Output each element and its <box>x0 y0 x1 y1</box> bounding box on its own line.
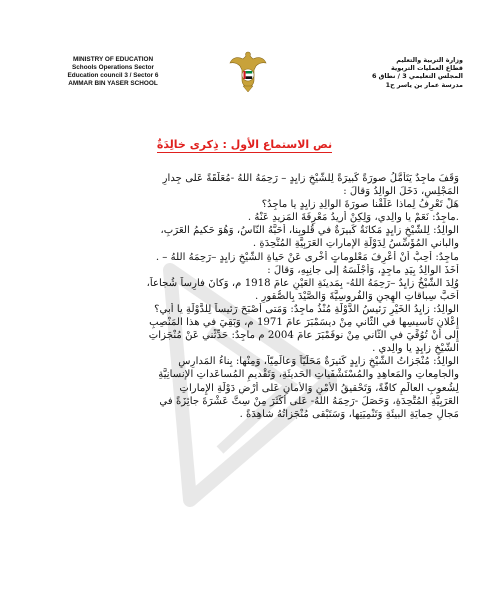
text-line: الوالِدُ: مُنْجَزاتُ الشَّيْخِ زايِدٍ كَثيرَةٌ مَحَلِّيّاً وَعالَمِيّاً، وَمِنْها: بِناءُ المَدارِسِ <box>178 356 459 368</box>
text-line: .ماجِدٌ: نَعَمْ يا والِدي، وَلِكِنْ أُريدُ مَعْرِفَةَ المَزيدِ عَنْهُ . <box>247 212 459 224</box>
text-line: وَقَفَ ماجِدٌ يَتَأَمَّلُ صورَةً كَبيرَةً لِلشَّيْخِ زايِدٍ – رَحِمَهُ اللهُ -مُعَلَّقَةً عَلى جِدارِ <box>162 173 459 184</box>
uae-emblem-icon <box>229 50 267 94</box>
text-line: وُلِدَ الشَّيْخُ زايِدٌ –رَحِمَهُ اللهُ- بِمَدينَةِ العَيْنِ عامَ 1918 م، وَكانَ فارِساً شُجاعاً، <box>146 277 459 289</box>
header-english <box>38 56 188 88</box>
text-line: مَجالِ حِمايَةِ البيئَةِ وَتَنْمِيَتِها، وَسَتَبْقى مُنْجَزاتُهُ شاهِدَةً . <box>239 408 459 420</box>
listening-text <box>40 172 459 421</box>
text-line: والباني المُؤَسِّسُ لِدَوْلَةِ الإماراتِ العَرَبِيَّةِ المُتَّحِدَةِ . <box>252 238 459 250</box>
text-line: والجامِعاتِ والمَعاهِدِ والمُسْتَشْفَياتِ الحَديثَةِ، وَتَقْديمِ المُساعَداتِ الإنسانِيَّةِ <box>158 369 459 381</box>
school-line-ar: مدرسة عمار بن ياسر ح1 <box>385 80 463 89</box>
council-line: Education council 3 / Sector 6 <box>67 72 159 79</box>
council-line-ar: المجلس التعليمي 3 / نطاق 6 <box>371 72 463 81</box>
header-arabic <box>313 56 463 89</box>
text-line: هَلْ تَعْرِفُ لِماذا عَلَّقْنا صورَةَ الوالِدِ زايِدٍ يا ماجِدُ؟ <box>261 199 459 211</box>
text-line: العَرَبِيَّةِ المُتَّحِدَةِ، وَحَصَلَ -رَحِمَهُ اللهُ- عَلى أَكْثَرَ مِنْ سِتَّ عَشْرَةَ جائِزَةً في <box>159 395 459 407</box>
text-line: أَخَذَ الوالِدُ بِيَدِ ماجِدٍ، وَأَجْلَسَهُ إلى جانِبِهِ، وَقالَ : <box>267 264 459 276</box>
sector-line: Schools Operations Sector <box>71 64 155 71</box>
text-line: إِعْلانِ تَأْسيسِها في الثّاني مِنْ ديسَمْبَرَ عامَ 1971 م، وَبَقِيَ في هذا المَنْصِبِ <box>149 317 459 329</box>
ministry-line: MINISTRY OF EDUCATION <box>72 56 154 63</box>
text-line: الشَّيْخِ زايِدٍ يا والِدي . <box>372 343 459 355</box>
text-line: إِلى أَنْ تُوُفِّيَ في الثّاني مِنْ نوفَمْبَرَ عامَ 2004 م ماجِدٌ: حَدِّثْني عَنْ مُنْجَزاتِ <box>148 330 459 342</box>
school-line: AMMAR BIN YASER SCHOOL <box>68 80 158 87</box>
text-line: الوالِدُ: زايِدُ الخَيْرِ رَئيسُ الدَّوْلَةِ مُنْذُ ماجِدٌ: وَمَتى أَصْبَحَ رَئيساً لِلدَّوْلَةِ يا أَبي؟ <box>154 303 459 315</box>
text-line: المَجْلِسِ، دَخَلَ الوالِدُ وَقالَ : <box>343 186 459 198</box>
text-line: الوالِدُ: لِلشَّيْخِ زايِدٍ مَكانَةٌ كَبيرَةٌ في قُلوبِنا، أَحَبَّهُ النّاسُ، وَهُوَ حَكيمُ العَرَبِ، <box>160 225 459 237</box>
text-line: لِشُعوبِ العالَمِ كافَّةً، وَتَحْقيقُ الأَمْنِ وَالأَمانِ عَلى أَرْضِ دَوْلَةِ الإِماراتِ <box>179 382 459 394</box>
text-line: ماجِدٌ: أُحِبُّ أَنْ أَعْرِفَ مَعْلوماتٍ أُخْرى عَنْ حَياةِ الشَّيْخِ زايِدٍ –رَحِمَهُ اللهُ – . <box>155 251 459 263</box>
page-title <box>0 138 489 151</box>
title-text: نص الاستماع الأول : ذِكرى خالِدَةٌ <box>156 138 333 151</box>
sector-line-ar: قطاع العمليات التربوية <box>390 64 463 73</box>
text-line: أَحَبَّ سِباقاتِ الهِجنِ وَالفُروسِيَّةَ وَالصَّيْدَ بِالصُّقورِ . <box>255 290 459 302</box>
ministry-line-ar: وزارة التربية والتعليم <box>396 56 463 64</box>
